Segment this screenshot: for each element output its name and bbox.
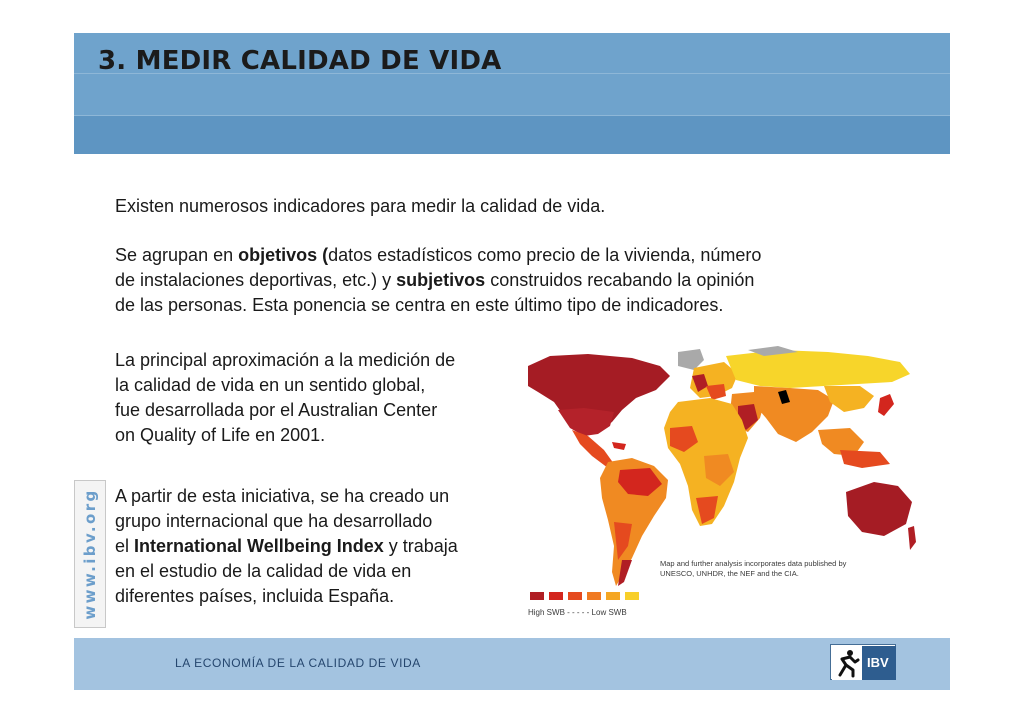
acqol-line: La principal aproximación a la medición de [115,350,456,370]
legend-swatch [625,592,639,600]
indicators-line-1 [115,243,915,268]
sidebar-url: www.ibv.org [81,488,99,620]
legend-swatch [530,592,544,600]
ibv-logo [830,644,896,680]
indicators-text: Se agrupan en [115,245,239,265]
indicators-line-2 [115,268,915,293]
wellbeing-line: en el estudio de la calidad de vida en [115,561,412,581]
wellbeing-line: grupo internacional que ha desarrollado [115,511,433,531]
wellbeing-text: el [115,536,135,556]
legend-swatch [587,592,601,600]
objetivos-term: objetivos ( [238,245,329,265]
header-band [74,116,950,154]
map-note-line-2: UNESCO, UNHDR, the NEF and the CIA. [660,569,799,578]
indicators-text: construidos recabando la opinión [485,270,755,290]
wellbeing-line: diferentes países, incluida España. [115,586,395,606]
indicators-line-3: de las personas. Esta ponencia se centra en este último tipo de indicadores. [115,295,724,315]
legend-swatch [568,592,582,600]
subjetivos-term: subjetivos [396,270,486,290]
map-legend-label: High SWB - - - - - Low SWB [528,608,627,617]
acqol-line: on Quality of Life en 2001. [115,425,326,445]
logo-label: IBV [867,655,889,670]
slide-title: 3. MEDIR CALIDAD DE VIDA [98,46,502,76]
intro-paragraph [115,194,605,219]
acqol-paragraph [115,348,455,448]
map-note-line-1: Map and further analysis incorporates data published by [660,559,847,568]
legend-swatch [549,592,563,600]
indicators-text: de instalaciones deportivas, etc.) y [115,270,397,290]
wellbeing-line: A partir de esta iniciativa, se ha creado un [115,486,450,506]
world-wellbeing-map [528,346,916,624]
wellbeing-paragraph [115,484,458,609]
legend-swatch [606,592,620,600]
intro-text: Existen numerosos indicadores para medir la calidad de vida. [115,196,606,216]
map-legend-scale [530,592,639,600]
wellbeing-text: y trabaja [383,536,458,556]
indicators-paragraph [115,243,915,318]
acqol-line: fue desarrollada por el Australian Center [115,400,438,420]
wellbeing-index-term: International Wellbeing Index [134,536,384,556]
indicators-text: datos estadísticos como precio de la vivienda, número [328,245,762,265]
footer-title: LA ECONOMÍA DE LA CALIDAD DE VIDA [175,656,421,670]
acqol-line: la calidad de vida en un sentido global, [115,375,426,395]
wellbeing-line [115,534,458,559]
